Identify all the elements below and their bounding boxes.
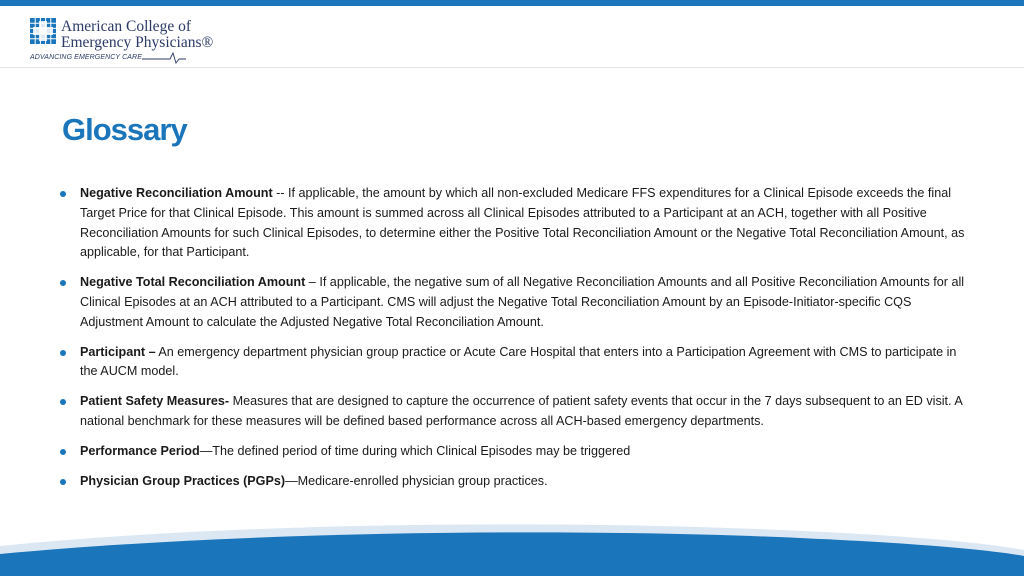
bullet-icon — [60, 479, 66, 485]
glossary-item — [58, 184, 968, 263]
glossary-list — [58, 184, 968, 501]
glossary-item — [58, 273, 968, 332]
bullet-icon — [60, 399, 66, 405]
logo-grid-icon — [30, 18, 56, 44]
glossary-definition: An emergency department physician group practice or Acute Care Hospital that enters into a Participation Agreement with CMS to participate in the AUCM model. — [80, 344, 957, 379]
header — [0, 6, 1024, 68]
glossary-definition: -- If applicable, the amount by which all non-excluded Medicare FFS expenditures for a Clinical Episode exceeds the final Target Price for that Clinical Episode. This amount is summed across all Clinical Episodes attributed to a Participant at an ACH, together with all Positive Reconciliation Amounts for such Clinical Episodes, to determine either the Positive Total Reconciliation Amount or the Negative Total Reconciliation Amount, as applicable, for that Participant. — [80, 186, 965, 260]
glossary-item — [58, 442, 968, 462]
bullet-icon — [60, 280, 66, 286]
logo-text-line1: American College of — [61, 18, 191, 35]
glossary-item — [58, 343, 968, 383]
glossary-definition: —The defined period of time during which Clinical Episodes may be triggered — [199, 443, 631, 458]
bullet-icon — [60, 449, 66, 455]
glossary-term: Participant – — [80, 344, 156, 359]
logo-tagline: ADVANCING EMERGENCY CARE — [30, 54, 142, 61]
glossary-term: Performance Period — [80, 443, 200, 458]
page-title: Glossary — [62, 112, 187, 147]
glossary-term: Physician Group Practices (PGPs) — [80, 473, 286, 488]
glossary-definition: Measures that are designed to capture the occurrence of patient safety events that occur in the 7 days subsequent to an ED visit. A national benchmark for these measures will be defined based performance across all ACH-based emergency departments. — [80, 394, 963, 428]
logo-text-line2: Emergency Physicians® — [61, 34, 214, 51]
footer-wave — [0, 520, 1024, 576]
acep-logo[interactable] — [30, 14, 230, 66]
bullet-icon — [60, 350, 66, 356]
glossary-definition: —Medicare-enrolled physician group practices. — [285, 473, 548, 488]
glossary-item — [58, 392, 968, 432]
glossary-term: Negative Reconciliation Amount — [80, 186, 273, 200]
glossary-term: Negative Total Reconciliation Amount — [80, 275, 306, 290]
glossary-item — [58, 472, 968, 492]
glossary-definition: – If applicable, the negative sum of all Negative Reconciliation Amounts and all Positive Reconciliation Amounts for all Clinical Episodes at an ACH attributed to a Participant. CMS will adjust the Negative Total Reconciliation Amount by an Episode-Initiator-specific CQS Adjustment Amount to calculate the Adjusted Negative Total Reconciliation Amount. — [80, 275, 965, 329]
glossary-term: Patient Safety Measures- — [80, 394, 230, 409]
heartbeat-line-icon — [142, 50, 186, 64]
bullet-icon — [60, 191, 66, 197]
